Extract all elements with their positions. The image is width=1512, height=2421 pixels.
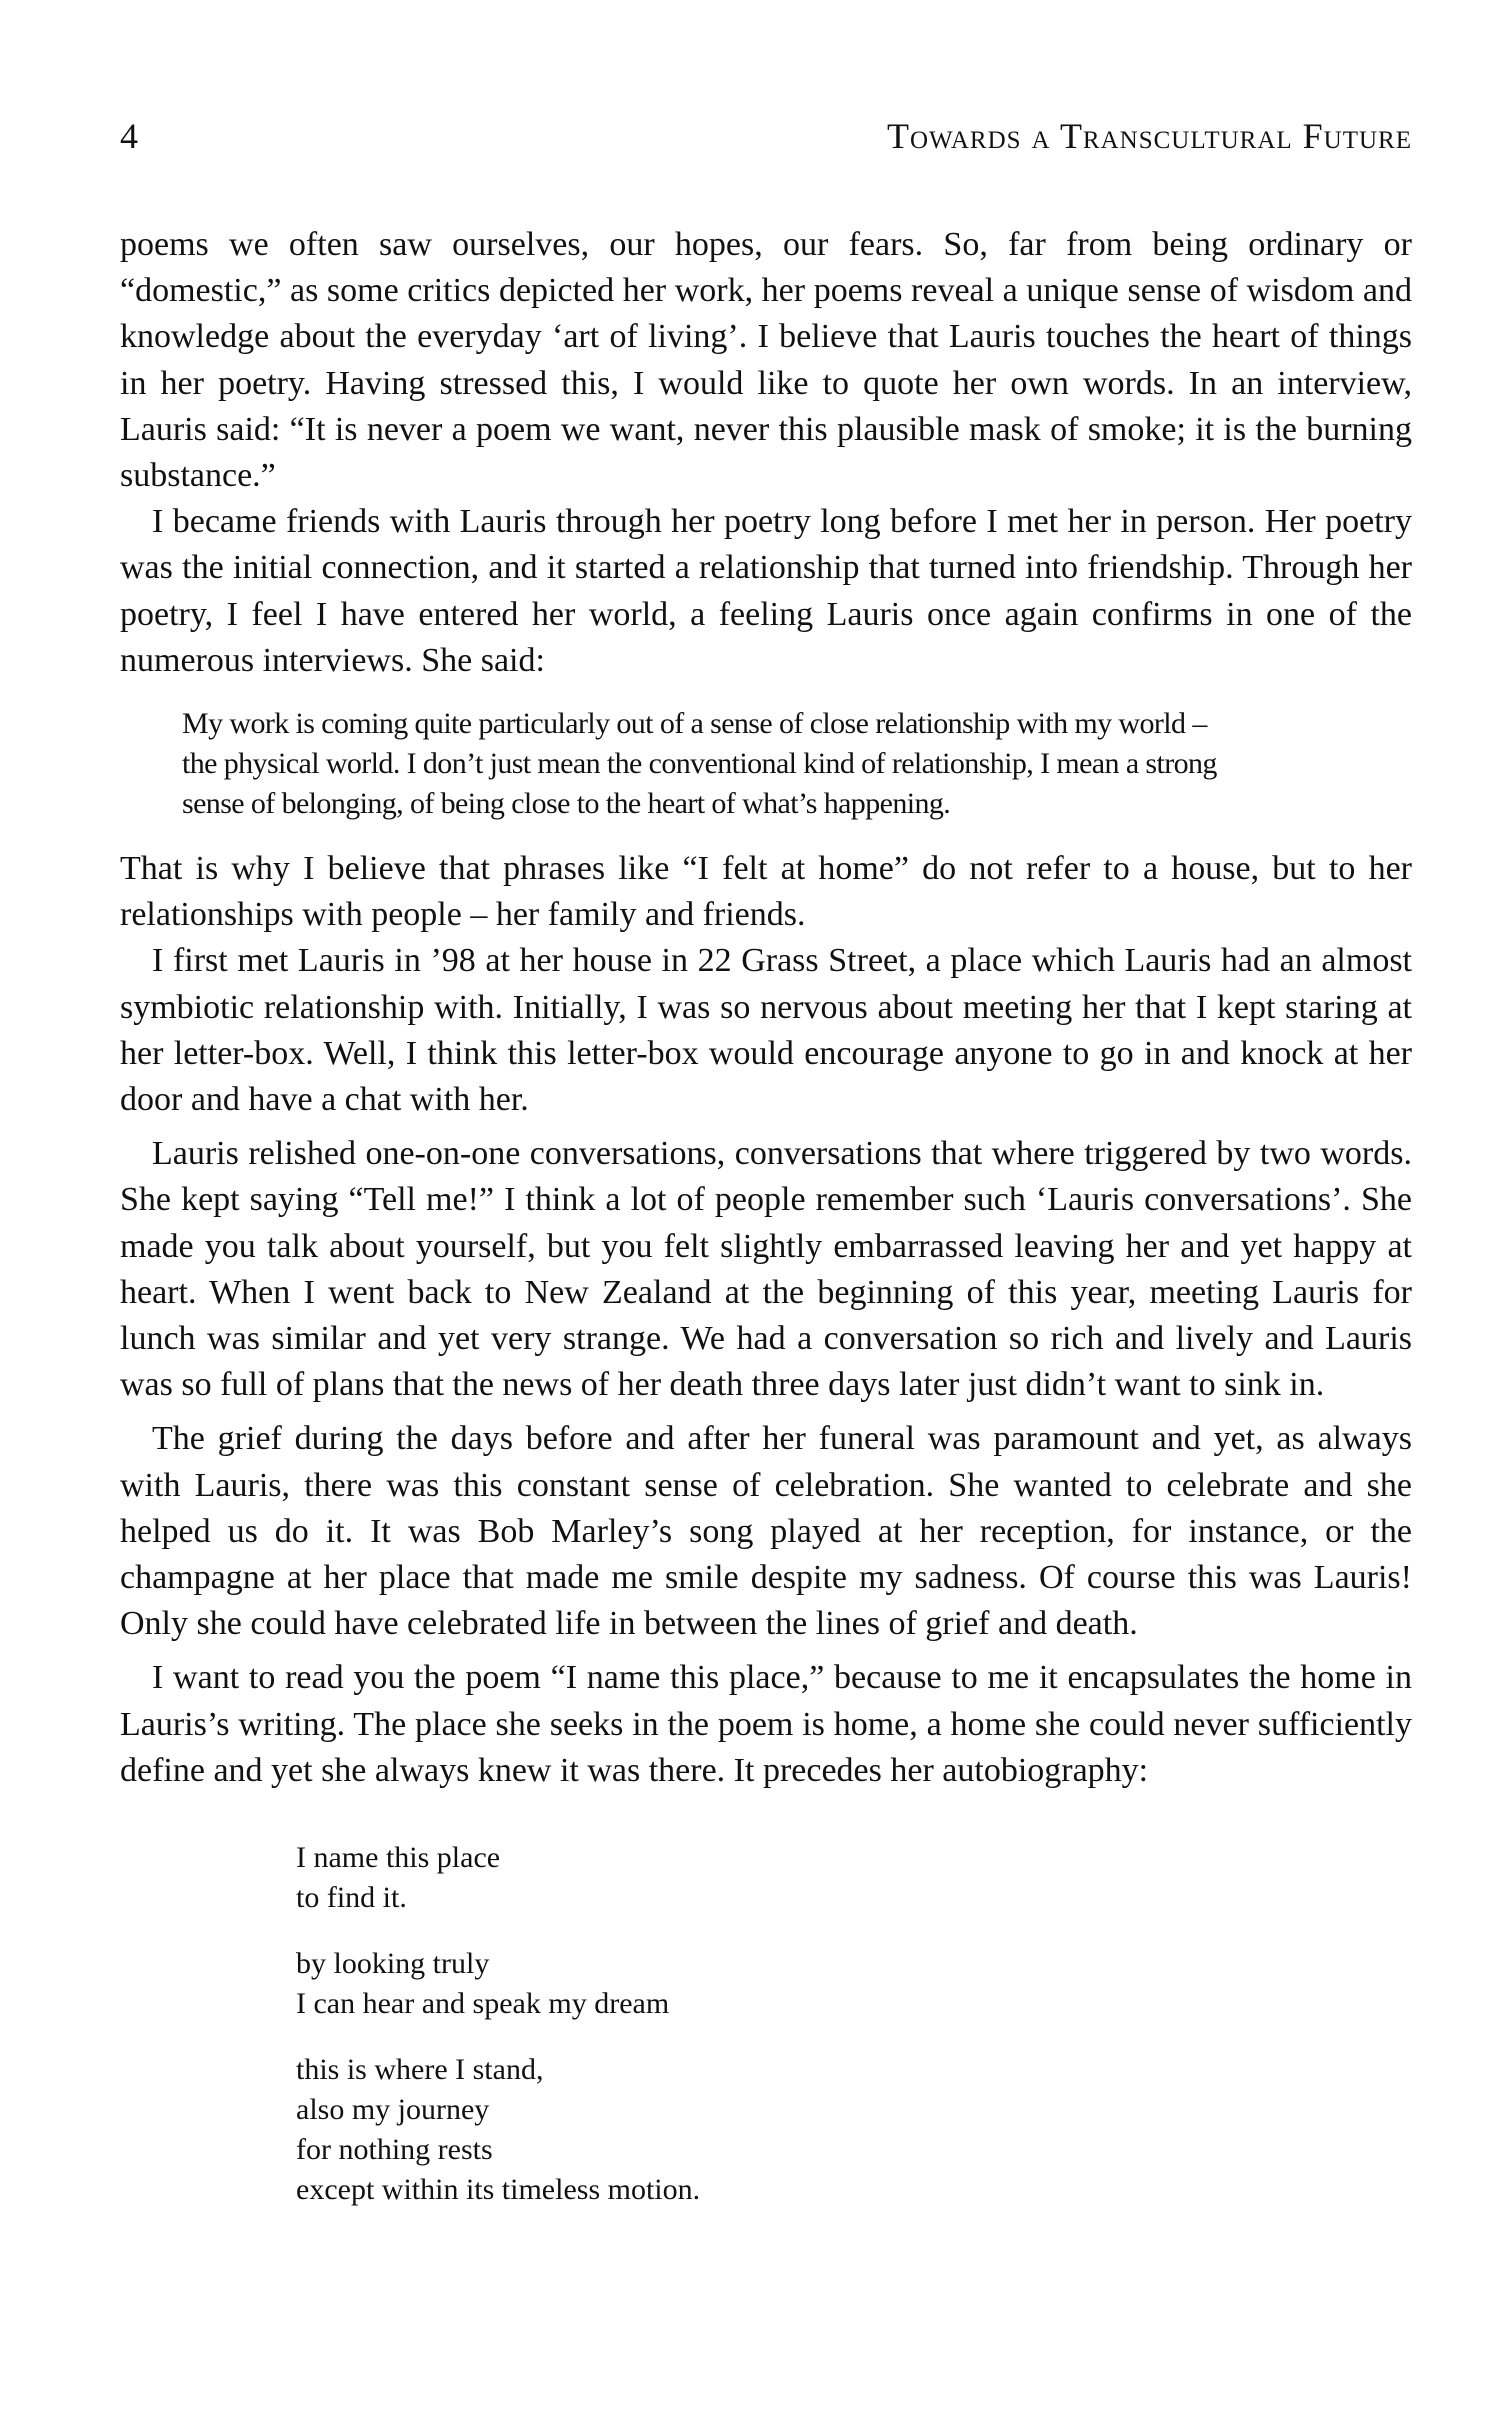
book-page (120, 0, 1412, 2421)
poem-line: this is where I stand, (296, 2053, 544, 2087)
paragraph-7: I want to read you the poem “I name this place,” because to me it encapsulates the home in Lauris’s writing. The place she seeks in the poem is home, a home she could never sufficiently define and yet she always knew it was there. It precedes her autobiography: (120, 1659, 1412, 1789)
paragraph-2: I became friends with Lauris through her poetry long before I met her in person. Her poetry was the initial connection, and it started a relationship that turned into friendship. Through her poetry, I feel I have entered her world, a feeling Lauris once again confirms in one of the numerous interviews. She said: (120, 503, 1412, 679)
poem (296, 1838, 1412, 2210)
poem-stanza-2 (296, 1944, 1412, 2024)
poem-line: also my journey (296, 2093, 490, 2127)
poem-line: I can hear and speak my dream (296, 1987, 670, 2021)
paragraph-1: poems we often saw ourselves, our hopes, our fears. So, far from being ordinary or “domestic,” as some critics depicted her work, her poems reveal a unique sense of wisdom and knowledge about the everyday ‘art of living’. I believe that Lauris touches the heart of things in her poetry. Having stressed this, I would like to quote her own words. In an interview, Lauris said: “It is never a poem we want, never this plausible mask of smoke; it is the burning substance.” (120, 226, 1412, 495)
poem-stanza-3 (296, 2050, 1412, 2210)
block-quote-line: My work is coming quite particularly out of a sense of close relationship with my world – (182, 707, 1207, 741)
poem-line: to find it. (296, 1881, 407, 1915)
paragraph-3: That is why I believe that phrases like “I felt at home” do not refer to a house, but to her relationships with people – her family and friends. (120, 850, 1412, 934)
block-quote-line: the physical world. I don’t just mean the conventional kind of relationship, I mean a strong (182, 747, 1217, 781)
poem-stanza-1 (296, 1838, 1412, 1918)
body-text (120, 222, 1412, 2236)
block-quote (182, 704, 1360, 824)
page-number: 4 (120, 116, 138, 156)
paragraph-4: I first met Lauris in ’98 at her house in 22 Grass Street, a place which Lauris had an almost symbiotic relationship with. Initially, I was so nervous about meeting her that I kept staring at her letter-box. Well, I think this letter-box would encourage anyone to go in and knock at her door and have a chat with her. (120, 942, 1412, 1119)
paragraph-6: The grief during the days before and after her funeral was paramount and yet, as always with Lauris, there was this constant sense of celebration. She wanted to celebrate and she helped us do it. It was Bob Marley’s song played at her reception, for instance, or the champagne at her place that made me smile despite my sadness. Of course this was Lauris! Only she could have celebrated life in between the lines of grief and death. (120, 1420, 1412, 1643)
paragraph-5: Lauris relished one-on-one conversations, conversations that where triggered by two words. She kept saying “Tell me!” I think a lot of people remember such ‘Lauris conversations’. She made you talk about yourself, but you felt slightly embarrassed leaving her and yet happy at heart. When I went back to New Zealand at the beginning of this year, meeting Lauris for lunch was similar and yet very strange. We had a conversation so rich and lively and Lauris was so full of plans that the news of her death three days later just didn’t want to sink in. (120, 1135, 1412, 1404)
page-header (120, 112, 1412, 160)
poem-line: for nothing rests (296, 2133, 493, 2167)
running-head: Towards a Transcultural Future (886, 116, 1412, 156)
poem-line: except within its timeless motion. (296, 2173, 701, 2207)
block-quote-line: sense of belonging, of being close to the heart of what’s happening. (182, 787, 951, 821)
poem-line: I name this place (296, 1841, 501, 1875)
poem-line: by looking truly (296, 1947, 490, 1981)
